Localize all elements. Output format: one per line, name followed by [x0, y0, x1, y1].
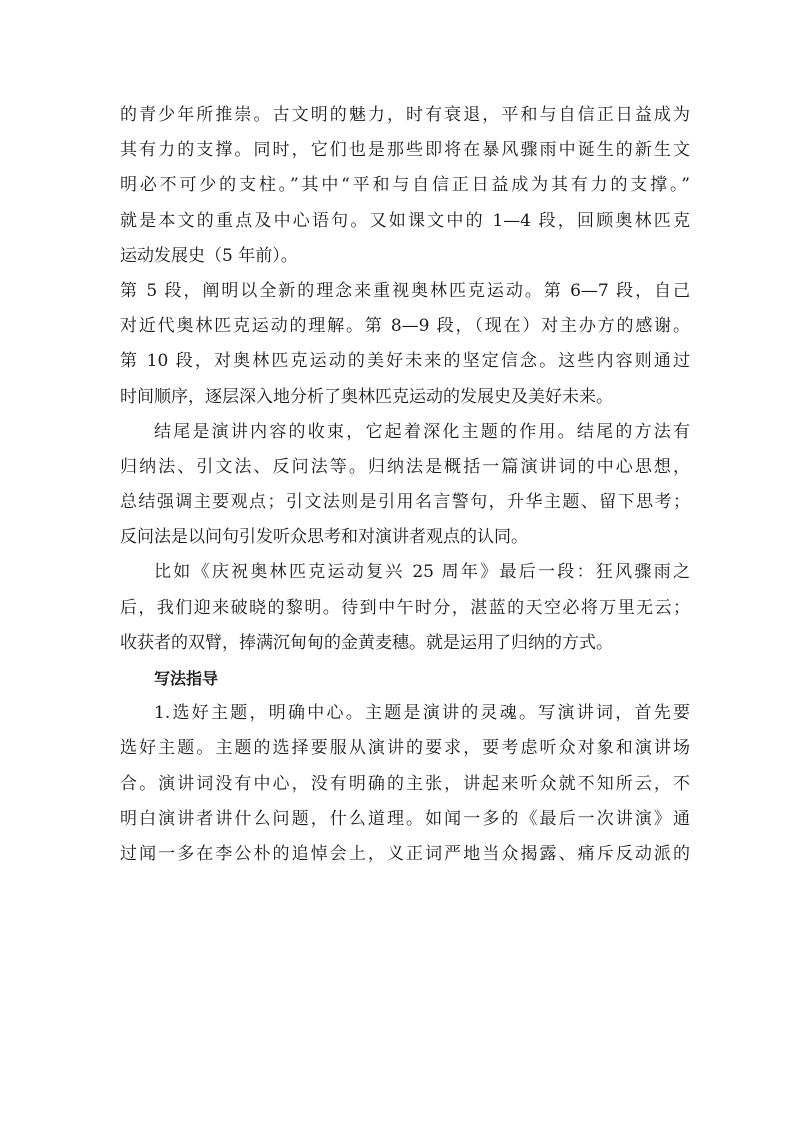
text-line: 后，我们迎来破晓的黎明。待到中午时分，湛蓝的天空必将万里无云； [120, 597, 690, 618]
text-line: 过闻一多在李公朴的追悼会上，义正词严地当众揭露、痛斥反动派的 [120, 843, 690, 864]
text-line: 第 5 段，阐明以全新的理念来重视奥林匹克运动。第 6—7 段，自己 [120, 280, 690, 301]
document-body [120, 98, 690, 872]
text-line: 运动发展史（5 年前）。 [120, 245, 298, 266]
text-line: 反问法是以问句引发听众思考和对演讲者观点的认同。 [120, 527, 528, 548]
text-line: 合。演讲词没有中心，没有明确的主张，讲起来听众就不知所云，不 [120, 773, 690, 794]
text-line: 对近代奥林匹克运动的理解。第 8—9 段，（现在）对主办方的感谢。 [120, 316, 690, 337]
text-line: 总结强调主要观点；引文法则是引用名言警句，升华主题、留下思考； [120, 492, 690, 513]
text-line: 第 10 段，对奥林匹克运动的美好未来的坚定信念。这些内容则通过 [120, 351, 690, 372]
text-line: 收获者的双臂，捧满沉甸甸的金黄麦穗。就是运用了归纳的方式。 [120, 632, 613, 653]
text-line: 明必不可少的支柱。”其中“平和与自信正日益成为其有力的支撑。” [120, 175, 690, 196]
section-heading: 写法指导 [154, 669, 219, 688]
text-line: 结尾是演讲内容的收束，它起着深化主题的作用。结尾的方法有 [154, 421, 690, 442]
text-line: 的青少年所推崇。古文明的魅力，时有衰退，平和与自信正日益成为 [120, 105, 690, 125]
text-line: 其有力的支撑。同时，它们也是那些即将在暴风骤雨中诞生的新生文 [120, 140, 690, 161]
text-line: 比如《庆祝奥林匹克运动复兴 25 周年》最后一段：狂风骤雨之 [154, 562, 690, 583]
text-line: 选好主题。主题的选择要服从演讲的要求，要考虑听众对象和演讲场 [120, 738, 690, 759]
text-line: 就是本文的重点及中心语句。又如课文中的 1—4 段，回顾奥林匹克 [120, 210, 690, 231]
text-line: 明白演讲者讲什么问题，什么道理。如闻一多的《最后一次讲演》通 [120, 808, 690, 829]
text-line: 1.选好主题，明确中心。主题是演讲的灵魂。写演讲词，首先要 [154, 703, 690, 724]
text-line: 归纳法、引文法、反问法等。归纳法是概括一篇演讲词的中心思想， [120, 456, 690, 477]
text-line: 时间顺序，逐层深入地分析了奥林匹克运动的发展史及美好未来。 [120, 386, 613, 407]
